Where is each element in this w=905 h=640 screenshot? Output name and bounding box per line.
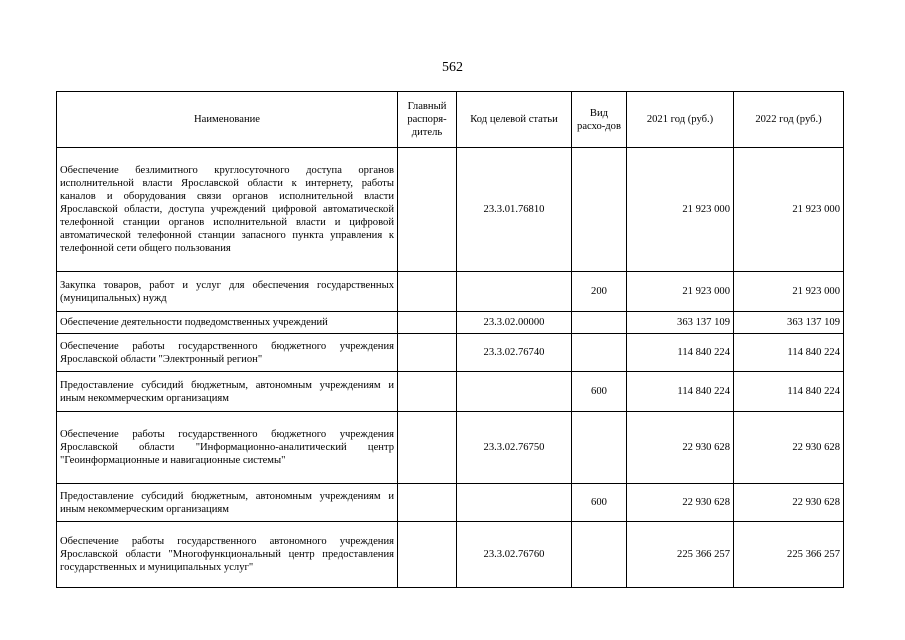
row-type: 600 — [572, 372, 627, 412]
row-code: 23.3.02.76740 — [457, 334, 572, 372]
row-code: 23.3.01.76810 — [457, 148, 572, 272]
row-admin — [398, 412, 457, 484]
header-name: Наименование — [57, 92, 398, 148]
row-admin — [398, 522, 457, 588]
row-2022: 21 923 000 — [734, 148, 844, 272]
row-2022: 363 137 109 — [734, 312, 844, 334]
budget-table — [56, 91, 844, 588]
row-name: Обеспечение деятельности подведомственных учреждений — [57, 312, 398, 334]
table-row — [57, 334, 844, 372]
row-2022: 22 930 628 — [734, 484, 844, 522]
row-code: 23.3.02.76750 — [457, 412, 572, 484]
header-type: Вид расхо-дов — [572, 92, 627, 148]
row-2021: 114 840 224 — [627, 334, 734, 372]
row-name: Закупка товаров, работ и услуг для обеспечения государственных (муниципальных) нужд — [57, 272, 398, 312]
row-name: Обеспечение безлимитного круглосуточного доступа органов исполнительной власти Ярославской области к интернету, работы каналов и оборудования связи органов исполнительной власти Ярославской области, доступа учреждений цифровой автоматической телефонной станции органов исполнительной власти и цифровой автоматической телефонной станции запасного пункта управления к телефонной сети общего пользования — [57, 148, 398, 272]
table-header-row — [57, 92, 844, 148]
row-name: Обеспечение работы государственного автономного учреждения Ярославской области "Многофункциональный центр предоставления государственных и муниципальных услуг" — [57, 522, 398, 588]
table-row — [57, 148, 844, 272]
row-admin — [398, 334, 457, 372]
table-row — [57, 522, 844, 588]
row-admin — [398, 372, 457, 412]
row-name: Обеспечение работы государственного бюджетного учреждения Ярославской области "Электронный регион" — [57, 334, 398, 372]
row-type — [572, 412, 627, 484]
row-code — [457, 484, 572, 522]
row-name: Предоставление субсидий бюджетным, автономным учреждениям и иным некоммерческим организациям — [57, 484, 398, 522]
row-2022: 21 923 000 — [734, 272, 844, 312]
table-row — [57, 312, 844, 334]
row-2021: 22 930 628 — [627, 412, 734, 484]
header-2021: 2021 год (руб.) — [627, 92, 734, 148]
row-admin — [398, 272, 457, 312]
row-2021: 21 923 000 — [627, 148, 734, 272]
row-code: 23.3.02.76760 — [457, 522, 572, 588]
row-admin — [398, 148, 457, 272]
row-2022: 114 840 224 — [734, 334, 844, 372]
row-2022: 22 930 628 — [734, 412, 844, 484]
row-admin — [398, 312, 457, 334]
row-2021: 225 366 257 — [627, 522, 734, 588]
row-2021: 114 840 224 — [627, 372, 734, 412]
row-type: 600 — [572, 484, 627, 522]
header-code: Код целевой статьи — [457, 92, 572, 148]
row-type — [572, 148, 627, 272]
row-2022: 225 366 257 — [734, 522, 844, 588]
row-admin — [398, 484, 457, 522]
row-2021: 363 137 109 — [627, 312, 734, 334]
row-type — [572, 312, 627, 334]
table-row — [57, 372, 844, 412]
row-type — [572, 522, 627, 588]
table-row — [57, 484, 844, 522]
row-2022: 114 840 224 — [734, 372, 844, 412]
row-code: 23.3.02.00000 — [457, 312, 572, 334]
row-code — [457, 272, 572, 312]
row-type — [572, 334, 627, 372]
header-admin: Главный распоря-дитель — [398, 92, 457, 148]
table-row — [57, 272, 844, 312]
row-type: 200 — [572, 272, 627, 312]
table-row — [57, 412, 844, 484]
row-name: Обеспечение работы государственного бюджетного учреждения Ярославской области "Информационно-аналитический центр "Геоинформационные и навигационные системы" — [57, 412, 398, 484]
row-2021: 22 930 628 — [627, 484, 734, 522]
row-2021: 21 923 000 — [627, 272, 734, 312]
page-number: 562 — [442, 60, 463, 75]
header-2022: 2022 год (руб.) — [734, 92, 844, 148]
row-code — [457, 372, 572, 412]
row-name: Предоставление субсидий бюджетным, автономным учреждениям и иным некоммерческим организациям — [57, 372, 398, 412]
